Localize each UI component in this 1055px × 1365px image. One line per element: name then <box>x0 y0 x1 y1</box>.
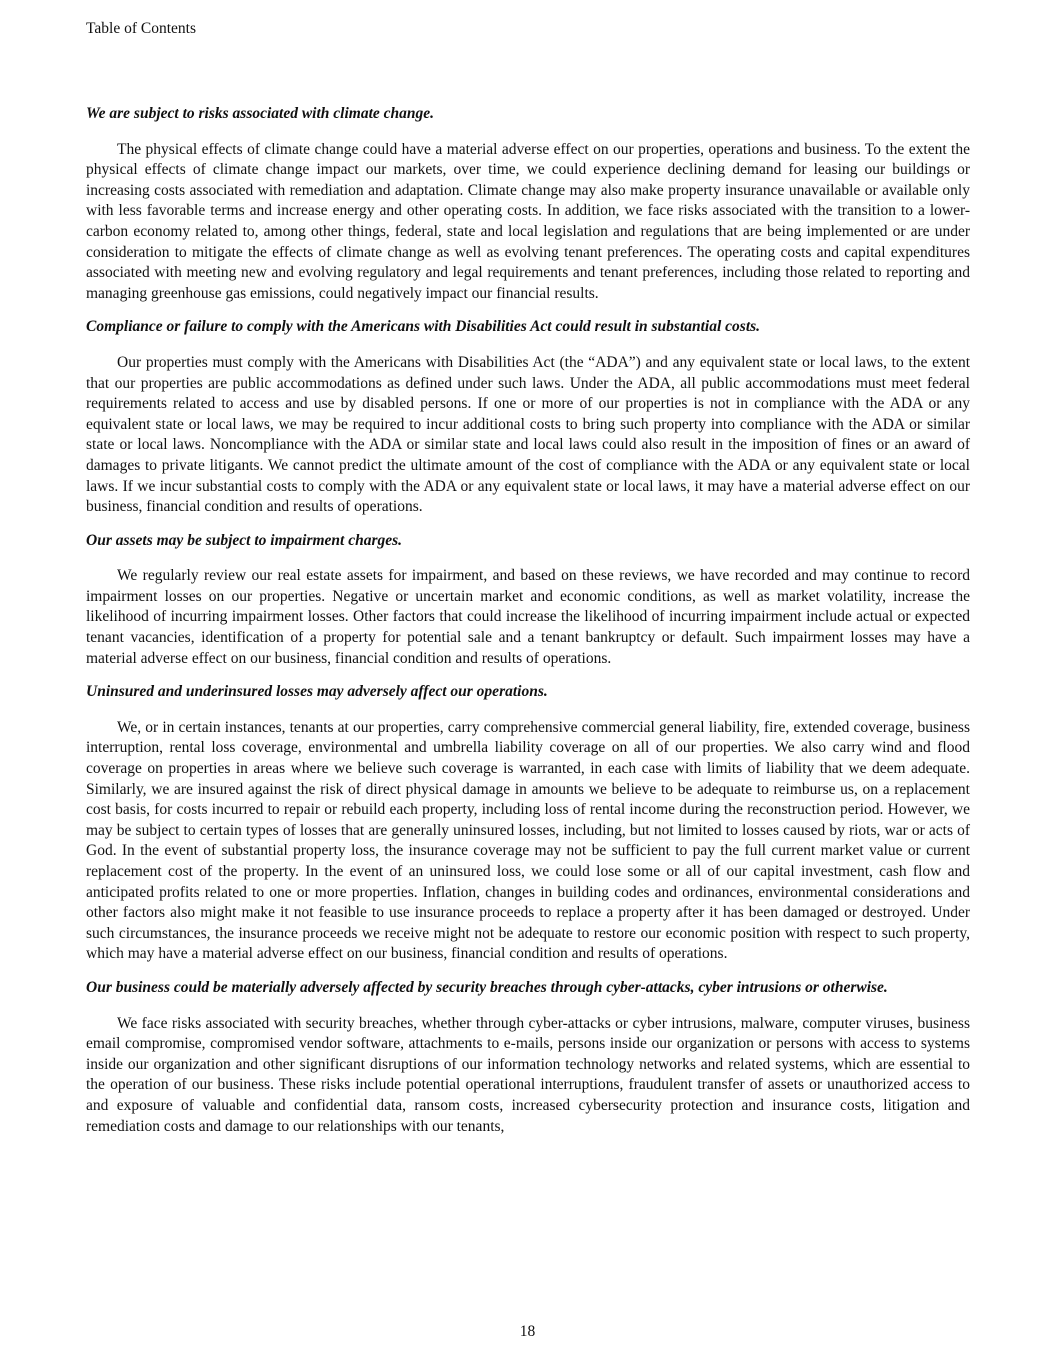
section-paragraph: The physical effects of climate change could have a material adverse effect on our properties, operations and business. To the extent the physical effects of climate change impact our markets, over time, we could experience declining demand for leasing our buildings or increasing costs associated with remediation and adaptation. Climate change may also make property insurance unavailable or available only with less favorable terms and increase energy and other operating costs. In addition, we face risks associated with the transition to a lower-carbon economy related to, among other things, federal, state and local legislation and regulations that are being implemented or are under consideration to mitigate the effects of climate change as well as evolving tenant preferences. The operating costs and capital expenditures associated with meeting new and evolving regulatory and legal requirements and tenant preferences, including those related to reporting and managing greenhouse gas emissions, could negatively impact our financial results. <box>86 140 970 302</box>
section-paragraph: We, or in certain instances, tenants at our properties, carry comprehensive commercial general liability, fire, extended coverage, business interruption, rental loss coverage, environmental and umbrella liability coverage on all of our properties. We also carry wind and flood coverage on properties in areas where we believe such coverage is warranted, in each case with limits of liability that we deem adequate. Similarly, we are insured against the risk of direct physical damage in amounts we believe to be adequate to reimburse us, on a replacement cost basis, for costs incurred to repair or rebuild each property, including loss of rental income during the reconstruction period. However, we may be subject to certain types of losses that are generally uninsured losses, including, but not limited to losses caused by riots, war or acts of God. In the event of substantial property loss, the insurance coverage may not be sufficient to pay the full current market value or current replacement cost of the property. In the event of an uninsured loss, we could lose some or all of our capital investment, cash flow and anticipated profits related to one or more properties. Inflation, changes in building codes and ordinances, environmental considerations and other factors also might make it not feasible to use insurance proceeds to replace a property after it has been damaged or destroyed. Under such circumstances, the insurance proceeds we receive might not be adequate to restore our economic position with respect to such property, which may have a material adverse effect on our business, financial condition and results of operations. <box>86 718 970 963</box>
section-impairment-charges <box>86 531 970 670</box>
section-paragraph: We face risks associated with security breaches, whether through cyber-attacks or cyber intrusions, malware, computer viruses, business email compromise, compromised vendor software, attachments to e-mails, persons inside our organization or persons with access to systems inside our organization and other significant disruptions of our information technology networks and related systems, which are essential to the operation of our business. These risks include potential operational interruptions, fraudulent transfer of assets or unauthorized access to and exposure of valuable and confidential data, ransom costs, increased cybersecurity protection and insurance costs, litigation and remediation costs and damage to our relationships with our tenants, <box>86 1014 970 1135</box>
section-paragraph: We regularly review our real estate assets for impairment, and based on these reviews, we have recorded and may continue to record impairment losses on our properties. Negative or uncertain market and economic conditions, as well as market volatility, increase the likelihood of incurring impairment losses. Other factors that could increase the likelihood of incurring impairment include actual or expected tenant vacancies, identification of a property for potential sale and a tenant bankruptcy or default. Such impairment losses may have a material adverse effect on our business, financial condition and results of operations. <box>86 567 970 667</box>
section-paragraph: Our properties must comply with the Americans with Disabilities Act (the “ADA”) and any equivalent state or local laws, to the extent that our properties are public accommodations as defined under such laws. Under the ADA, all public accommodations must meet federal requirements related to access and use by disabled persons. If one or more of our properties is not in compliance with the ADA or any equivalent state or local laws, we may be required to incur additional costs to bring such property into compliance with the ADA or similar state or local laws. Noncompliance with the ADA or similar state and local laws could also result in the imposition of fines or an award of damages to private litigants. We cannot predict the ultimate amount of the cost of compliance with the ADA or any equivalent state or local laws. If we incur substantial costs to comply with the ADA or any equivalent state or local laws, it may have a material adverse effect on our business, financial condition and results of operations. <box>86 353 970 516</box>
document-body <box>86 104 970 1150</box>
section-heading: We are subject to risks associated with climate change. <box>86 105 435 122</box>
section-heading: Uninsured and underinsured losses may adversely affect our operations. <box>86 683 548 701</box>
section-ada-compliance <box>86 317 970 517</box>
section-climate-change <box>86 104 970 304</box>
section-heading: Compliance or failure to comply with the Americans with Disabilities Act could result in substantial costs. <box>86 318 761 336</box>
section-heading: Our assets may be subject to impairment charges. <box>86 531 403 549</box>
page-number: 18 <box>519 1323 536 1340</box>
table-of-contents-link[interactable]: Table of Contents <box>86 20 196 37</box>
section-uninsured-losses <box>86 682 970 965</box>
section-security-breaches <box>86 978 970 1137</box>
section-heading: Our business could be materially adversely affected by security breaches through cyber-attacks, cyber intrusions or otherwise. <box>86 978 888 996</box>
